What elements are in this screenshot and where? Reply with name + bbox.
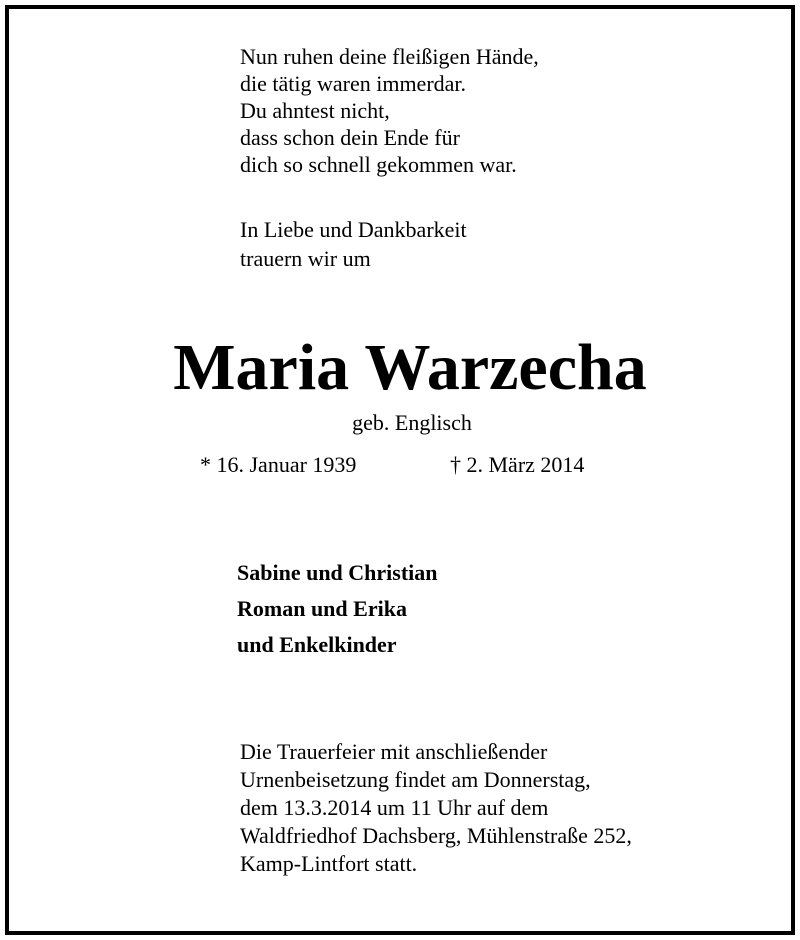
poem-line: dass schon dein Ende für	[240, 125, 460, 150]
family-line: Sabine und Christian	[237, 560, 438, 585]
ceremony-line: Kamp-Lintfort statt.	[240, 851, 418, 876]
birth-date: * 16. Januar 1939	[200, 452, 357, 477]
deceased-name: Maria Warzecha	[173, 331, 647, 404]
ceremony-line: Urnenbeisetzung findet am Donnerstag,	[240, 767, 591, 792]
poem-line: Du ahntest nicht,	[240, 98, 390, 123]
poem-line: die tätig waren immerdar.	[240, 71, 467, 96]
ceremony-line: Waldfriedhof Dachsberg, Mühlenstraße 252,	[240, 823, 632, 848]
poem-line: Nun ruhen deine fleißigen Hände,	[240, 44, 539, 69]
family-line: und Enkelkinder	[237, 632, 397, 657]
intro-block	[240, 215, 467, 273]
ceremony-line: Die Trauerfeier mit anschließender	[240, 739, 548, 764]
family-line: Roman und Erika	[237, 596, 407, 621]
ceremony-line: dem 13.3.2014 um 11 Uhr auf dem	[240, 795, 549, 820]
poem-block	[240, 43, 539, 178]
maiden-name: geb. Englisch	[352, 410, 472, 435]
death-date: † 2. März 2014	[450, 452, 585, 477]
family-block	[237, 555, 438, 663]
intro-line: In Liebe und Dankbarkeit	[240, 217, 467, 242]
ceremony-block	[240, 738, 632, 878]
intro-line: trauern wir um	[240, 246, 371, 271]
poem-line: dich so schnell gekommen war.	[240, 152, 517, 177]
